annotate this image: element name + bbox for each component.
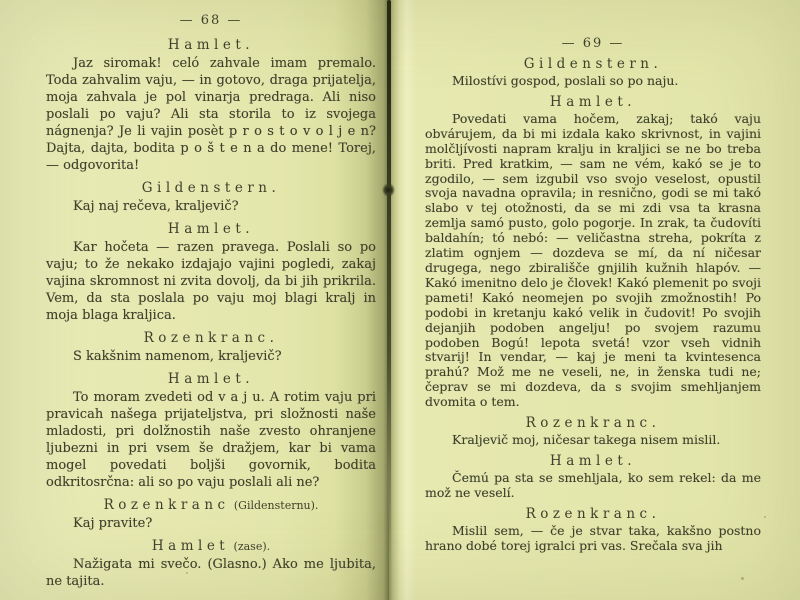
speech-text: Mislil sem, — če je stvar taka, kakšno postno hrano dobé torej igralci pri vas. Srečala sva jih — [425, 522, 761, 553]
speaker-name: Rozenkranc — [103, 497, 230, 513]
speech-text: Milostívi gospod, poslali so po naju. — [452, 73, 679, 88]
gutter-binding-mark — [382, 183, 395, 197]
speech-text: S kakšnim namenom, kraljevič? — [73, 349, 282, 364]
speech-text: To moram zvedeti od v a j u. A rotim vaju pri pravicah našega prijateljstva, pri složnosti naše mladosti, pri dolžnostih naše zvesto ohranjene ljubezni in pri vsem še dražjem, kar bi vama mogel povedati boljši govornik, bodita odkritosrčna: ali so po vaju poslali ali ne? — [46, 390, 376, 490]
speech-heading — [46, 180, 376, 196]
paper-speck — [764, 516, 766, 518]
speech-text: Nažigata mi svečo. (Glasno.) Ako me ljubita, ne tajita. — [46, 557, 376, 589]
speech-text: Čemú pa sta se smehljala, ko sem rekel: da me mož ne veselí. — [425, 469, 761, 500]
speech-text: Kar hočeta — razen pravega. Poslali so po vaju; to že nekako izdajajo vajini pogledi, zakaj vajina skromnost ni zvita dovolj, da bi jih prikrila. Vem, da sta poslala po vaju moj blagi kralj in moja blaga kraljica. — [46, 240, 376, 323]
speaker-name: Gildenstern. — [141, 180, 281, 196]
page-number: — 69 — — [561, 36, 625, 51]
speaker-name: Hamlet — [151, 538, 230, 554]
speaker-name: Hamlet. — [167, 37, 255, 53]
speaker-name: Rozenkranc. — [525, 505, 661, 522]
speech-heading — [425, 415, 761, 431]
speaker-name: Hamlet. — [549, 452, 637, 469]
stage-direction: (zase). — [233, 540, 271, 553]
speech-heading — [46, 221, 376, 237]
speech-text: Povedati vama hočem, zakaj; takó vaju obvárujem, da bi mi izdala kako skrivnost, in vajini molčljívosti napram kralju in kraljici se ne bo treba briti. Pred kratkim, — sam ne vém, kakó se je to zgodilo, — sem izgubil vso svojo veselost, opustil svoja navadna opravila; in resnično, godi se mi takó slabo v tej otožnosti, da se mi zdi vsa ta krasna zemlja samó pusto, golo pogorje. In zrak, ta čudovíti baldahín; tó nebó: — veličastna streha, pokríta z zlatim ognjem — dozdeva se mí, da ní ničesar drugega, nego zbirališče gnjilih kužnih hlapóv. — Kakó imenitno delo je človek! Kakó plemenit po svoji pameti! Kakó neomejen po svojih zmožnostih! Po podobi in kretanju kakó velik in čudovit! Po svojih dejanjih podoben angelju! po svojem razumu podoben Bogú! lepota svetá! vzor vseh vidnih stvarij! In vendar, — kaj je meni ta kvintesenca prahú? Mož me ne veseli, ne, in ženska tudi ne; čeprav se mi dozdeva, da s svojim smehljanjem dvomita o tem. — [425, 110, 761, 410]
speech-heading — [46, 371, 376, 387]
paper-speck — [741, 577, 744, 580]
speech-heading — [425, 56, 761, 72]
page-number: — 68 — — [179, 13, 243, 28]
stage-direction: (Gildensternu). — [233, 499, 319, 512]
book-gutter — [387, 0, 391, 565]
speech-heading — [425, 94, 761, 110]
speech-text: Jaz siromak! celó zahvale imam premalo. Toda zahvalim vaju, — in gotovo, draga prijatelja, moja zahvala je pol vinarja predraga. Ali niso poslali po vaju? Ali sta storila to iz svojega nágnenja? Je li vajin posèt p r o s t o v o l j e n? Dajta, dajta, bodita p o š t e n a do mene! Torej, — odgovorita! — [46, 56, 376, 173]
speech-heading — [46, 497, 376, 513]
speech-text: Kraljevič moj, ničesar takega nisem mislil. — [452, 432, 721, 448]
speaker-name: Hamlet. — [167, 371, 255, 387]
speaker-name: Hamlet. — [549, 93, 637, 110]
speech-heading — [46, 538, 376, 554]
speaker-name: Rozenkranc. — [143, 330, 279, 346]
speech-text: Kaj naj rečeva, kraljevič? — [73, 199, 239, 214]
speech-heading — [46, 330, 376, 346]
speech-heading — [425, 453, 761, 469]
speaker-name: Hamlet. — [167, 221, 255, 237]
page-69-content — [425, 36, 761, 554]
speech-heading — [425, 506, 761, 522]
speaker-name: Rozenkranc. — [525, 415, 661, 432]
speech-heading — [46, 37, 376, 53]
speech-text: Kaj pravite? — [73, 516, 153, 531]
page-68-content — [46, 13, 376, 590]
speaker-name: Gildenstern. — [523, 56, 663, 72]
